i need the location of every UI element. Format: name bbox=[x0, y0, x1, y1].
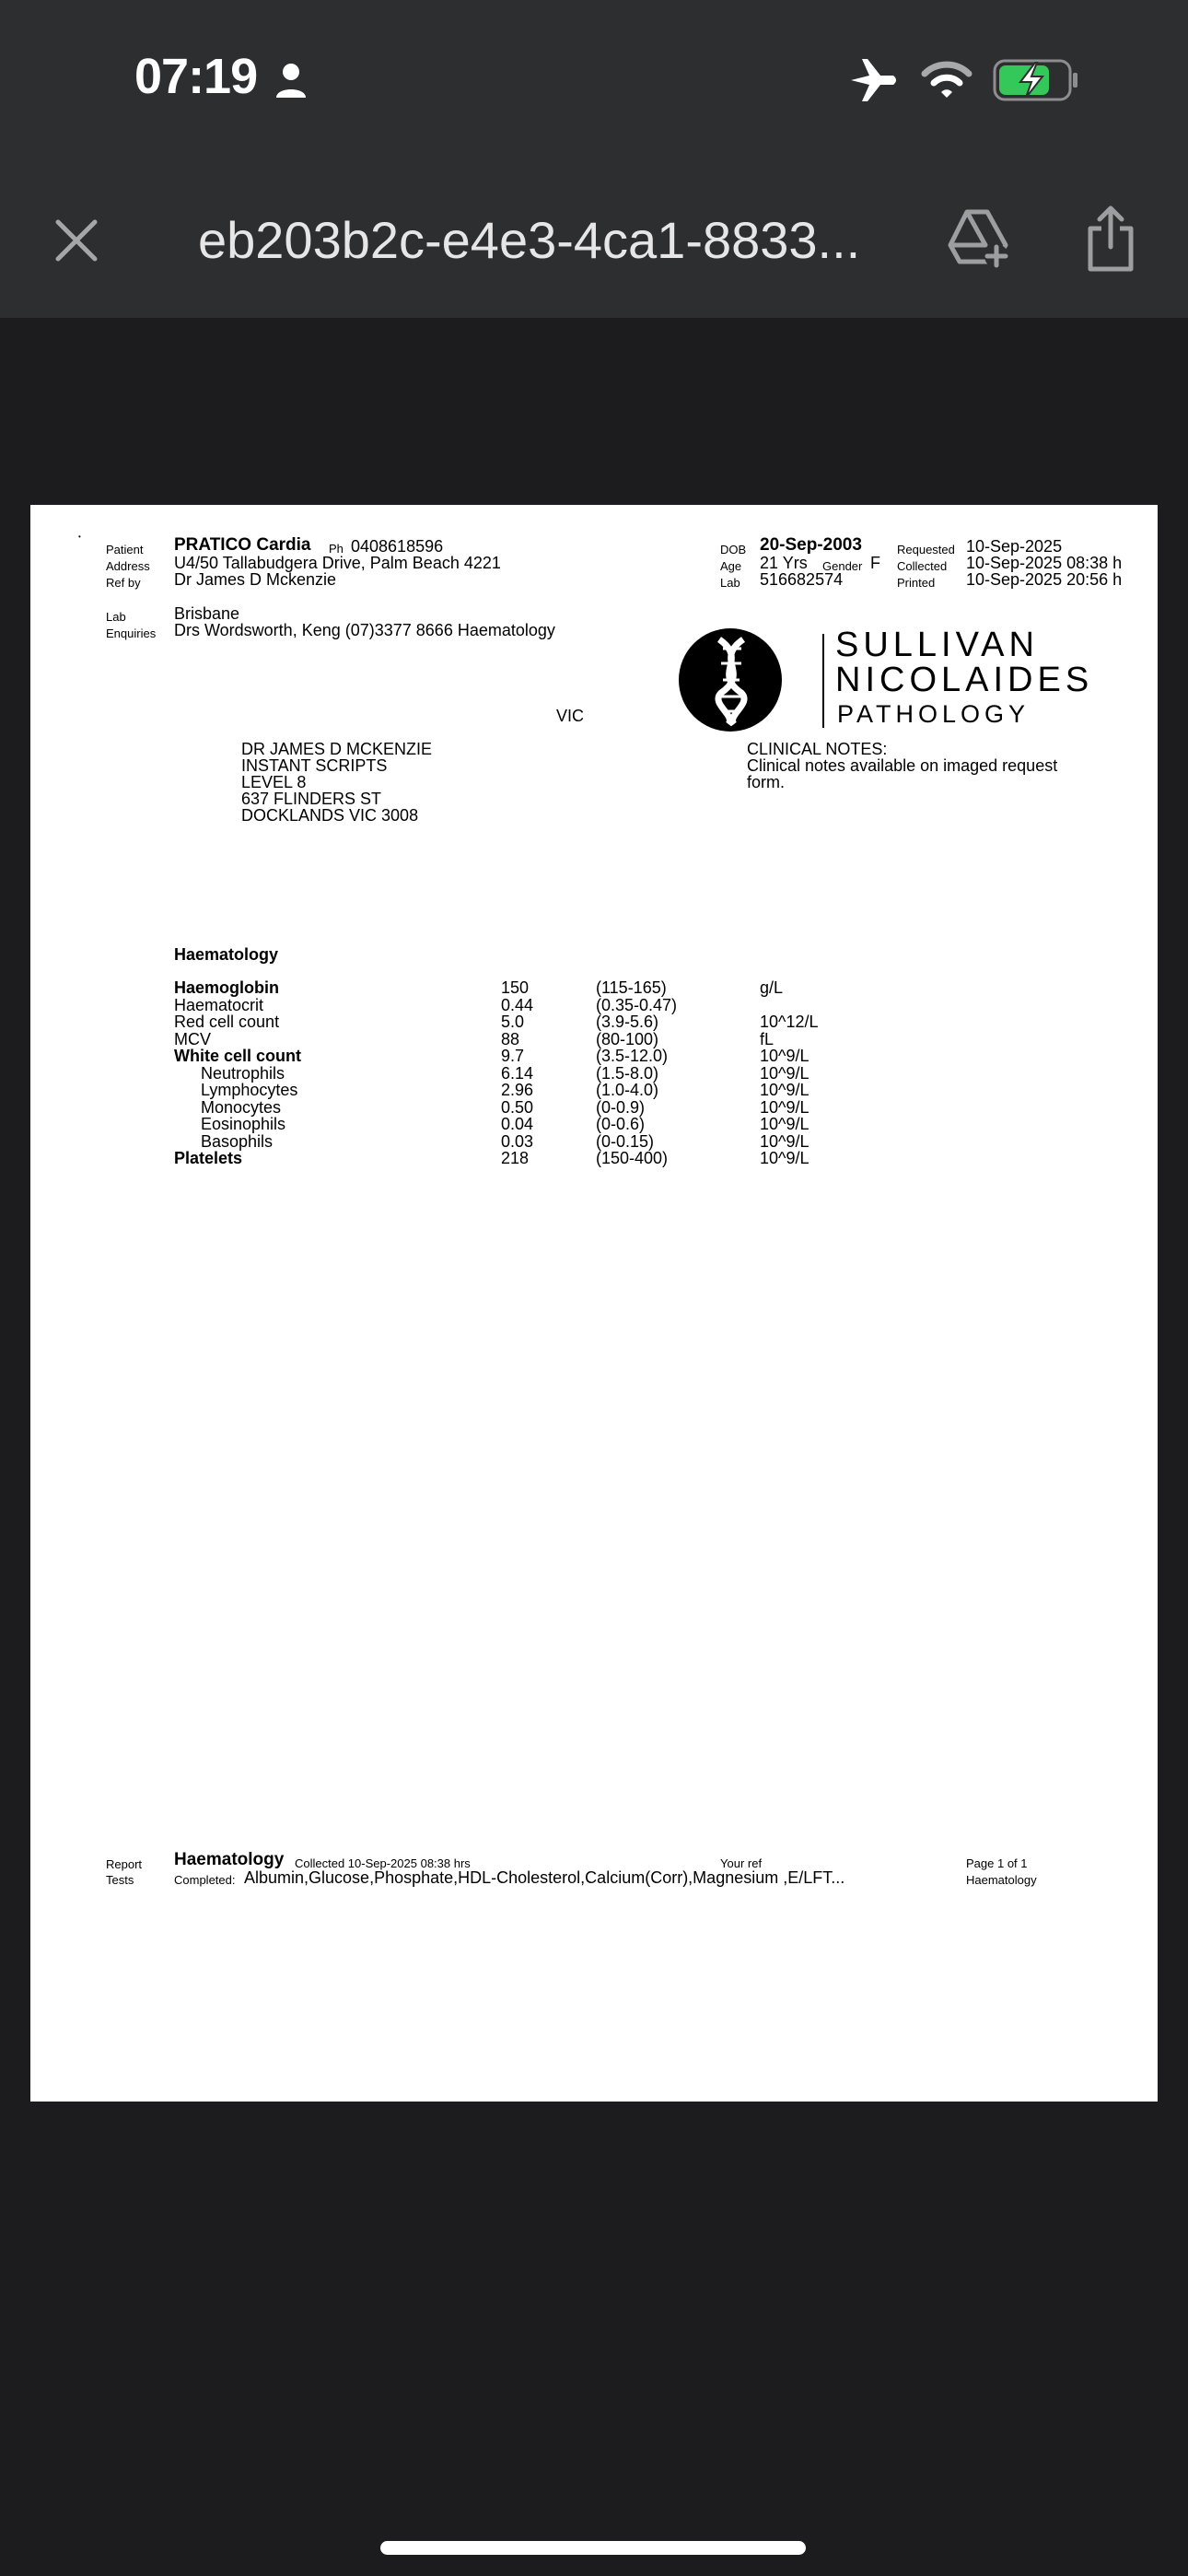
person-icon bbox=[274, 63, 308, 100]
home-indicator[interactable] bbox=[380, 2541, 806, 2555]
document-page[interactable] bbox=[30, 505, 1158, 2102]
table-row bbox=[174, 979, 870, 997]
test-unit: 10^9/L bbox=[760, 1115, 809, 1133]
lab-number: 516682574 bbox=[760, 570, 844, 589]
pathology-logo bbox=[679, 626, 1158, 742]
test-range: (1.5-8.0) bbox=[596, 1063, 659, 1083]
address-label: Address bbox=[106, 559, 150, 573]
clinical-notes-text: Clinical notes available on imaged request bbox=[747, 756, 1058, 775]
status-time: 07:19 bbox=[134, 49, 258, 104]
page-info: Page 1 of 1 bbox=[966, 1856, 1028, 1870]
your-ref-label: Your ref bbox=[720, 1856, 763, 1870]
test-unit: fL bbox=[760, 1029, 775, 1048]
test-name: Monocytes bbox=[201, 1097, 282, 1117]
logo-line-3: PATHOLOGY bbox=[837, 700, 1031, 728]
battery-charging-icon bbox=[993, 59, 1079, 101]
doctor-address-line: INSTANT SCRIPTS bbox=[241, 756, 388, 775]
patient-name: PRATICO Cardia bbox=[174, 535, 311, 555]
doctor-address-line: 637 FLINDERS ST bbox=[241, 790, 382, 808]
clinical-notes-text: form. bbox=[747, 773, 786, 791]
close-button[interactable] bbox=[53, 217, 99, 263]
add-to-drive-button[interactable] bbox=[947, 205, 1011, 269]
table-row bbox=[174, 1116, 870, 1133]
referring-doctor: Dr James D Mckenzie bbox=[174, 570, 337, 589]
test-range: (3.9-5.6) bbox=[596, 1013, 659, 1031]
report-label: Report bbox=[106, 1857, 143, 1871]
printed-date: 10-Sep-2025 20:56 h bbox=[966, 570, 1123, 589]
table-row bbox=[174, 1031, 870, 1048]
dob-label: DOB bbox=[720, 543, 747, 556]
doctor-address-line: DR JAMES D MCKENZIE bbox=[241, 740, 433, 758]
clinical-notes-heading: CLINICAL NOTES: bbox=[747, 740, 888, 758]
collected-label: Collected bbox=[897, 559, 948, 573]
table-row bbox=[174, 1065, 870, 1083]
doctor-address-line: LEVEL 8 bbox=[241, 773, 307, 791]
test-value: 0.44 bbox=[501, 995, 534, 1014]
test-unit: 10^12/L bbox=[760, 1013, 819, 1031]
test-unit: g/L bbox=[760, 978, 784, 997]
test-name: Red cell count bbox=[174, 1013, 280, 1031]
airplane-icon bbox=[849, 57, 899, 103]
test-name: Haematocrit bbox=[174, 995, 264, 1014]
table-row bbox=[174, 1150, 870, 1167]
test-value: 0.04 bbox=[501, 1115, 534, 1133]
collected-date: 10-Sep-2025 08:38 h bbox=[966, 554, 1123, 572]
doctor-address-line: DOCKLANDS VIC 3008 bbox=[241, 806, 419, 825]
test-range: (150-400) bbox=[596, 1149, 669, 1167]
table-row bbox=[174, 1133, 870, 1151]
labno-label: Lab bbox=[720, 576, 740, 590]
completed-tests: Albumin,Glucose,Phosphate,HDL-Cholesterol,Calcium(Corr),Magnesium ,E/LFT... bbox=[244, 1868, 845, 1887]
test-unit: 10^9/L bbox=[760, 1097, 809, 1117]
patient-gender: F bbox=[870, 554, 880, 572]
table-row bbox=[174, 1082, 870, 1099]
table-row bbox=[174, 1048, 870, 1065]
test-value: 218 bbox=[501, 1149, 530, 1167]
table-row bbox=[174, 997, 870, 1014]
logo-line-2: NICOLAIDES bbox=[835, 661, 1094, 699]
test-name: Neutrophils bbox=[201, 1063, 285, 1083]
footer-report-name: Haematology bbox=[174, 1850, 285, 1869]
patient-phone: 0408618596 bbox=[351, 537, 444, 556]
lab-location: Brisbane bbox=[174, 604, 240, 623]
page-dot: • bbox=[78, 533, 81, 541]
test-value: 2.96 bbox=[501, 1081, 534, 1099]
completed-label: Completed: bbox=[174, 1873, 236, 1887]
test-name: Eosinophils bbox=[201, 1115, 286, 1133]
test-unit: 10^9/L bbox=[760, 1149, 809, 1167]
test-unit bbox=[760, 997, 870, 1014]
lab-label: Lab bbox=[106, 610, 126, 624]
page-section: Haematology bbox=[966, 1873, 1037, 1887]
test-unit: 10^9/L bbox=[760, 1081, 809, 1099]
test-value: 6.14 bbox=[501, 1063, 534, 1083]
test-value: 150 bbox=[501, 978, 530, 997]
document-title: eb203b2c-e4e3-4ca1-8833... bbox=[198, 211, 861, 269]
requested-label: Requested bbox=[897, 543, 955, 556]
test-value: 9.7 bbox=[501, 1047, 525, 1065]
requested-date: 10-Sep-2025 bbox=[966, 537, 1063, 556]
test-range: (80-100) bbox=[596, 1029, 659, 1048]
logo-line-1: SULLIVAN bbox=[835, 626, 1039, 664]
age-label: Age bbox=[720, 559, 742, 573]
share-button[interactable] bbox=[1085, 205, 1136, 273]
test-name: Lymphocytes bbox=[201, 1081, 298, 1099]
test-range: (1.0-4.0) bbox=[596, 1081, 659, 1099]
printed-label: Printed bbox=[897, 576, 936, 590]
test-unit: 10^9/L bbox=[760, 1047, 809, 1065]
section-title: Haematology bbox=[174, 945, 279, 964]
gender-label: Gender bbox=[822, 559, 863, 573]
date-of-birth: 20-Sep-2003 bbox=[760, 535, 862, 555]
test-value: 0.03 bbox=[501, 1131, 534, 1151]
test-value: 5.0 bbox=[501, 1013, 525, 1031]
footer-collected: Collected 10-Sep-2025 08:38 hrs bbox=[295, 1856, 471, 1870]
test-name: Platelets bbox=[174, 1149, 243, 1167]
test-name: MCV bbox=[174, 1029, 211, 1048]
test-range: (0.35-0.47) bbox=[596, 995, 678, 1014]
test-value: 88 bbox=[501, 1029, 520, 1048]
test-name: Basophils bbox=[201, 1131, 274, 1151]
test-name: Haemoglobin bbox=[174, 978, 280, 997]
patient-label: Patient bbox=[106, 543, 144, 556]
tests-label: Tests bbox=[106, 1873, 134, 1887]
test-name: White cell count bbox=[174, 1047, 302, 1065]
results-table bbox=[174, 979, 870, 1167]
patient-address: U4/50 Tallabudgera Drive, Palm Beach 4221 bbox=[174, 554, 501, 572]
test-value: 0.50 bbox=[501, 1097, 534, 1117]
wifi-icon bbox=[921, 59, 973, 101]
enquiries-label: Enquiries bbox=[106, 626, 157, 640]
test-range: (0-0.15) bbox=[596, 1131, 655, 1151]
table-row bbox=[174, 1013, 870, 1031]
refby-label: Ref by bbox=[106, 576, 141, 590]
enquiries-contact: Drs Wordsworth, Keng (07)3377 8666 Haematology bbox=[174, 621, 555, 639]
state-code: VIC bbox=[556, 707, 585, 725]
test-range: (3.5-12.0) bbox=[596, 1047, 669, 1065]
test-range: (0-0.6) bbox=[596, 1115, 646, 1133]
test-range: (0-0.9) bbox=[596, 1097, 646, 1117]
test-unit: 10^9/L bbox=[760, 1131, 809, 1151]
app-header bbox=[0, 0, 1188, 318]
table-row bbox=[174, 1099, 870, 1117]
test-range: (115-165) bbox=[596, 978, 667, 997]
phone-label: Ph bbox=[329, 542, 344, 556]
test-unit: 10^9/L bbox=[760, 1063, 809, 1083]
patient-age: 21 Yrs bbox=[760, 554, 808, 572]
